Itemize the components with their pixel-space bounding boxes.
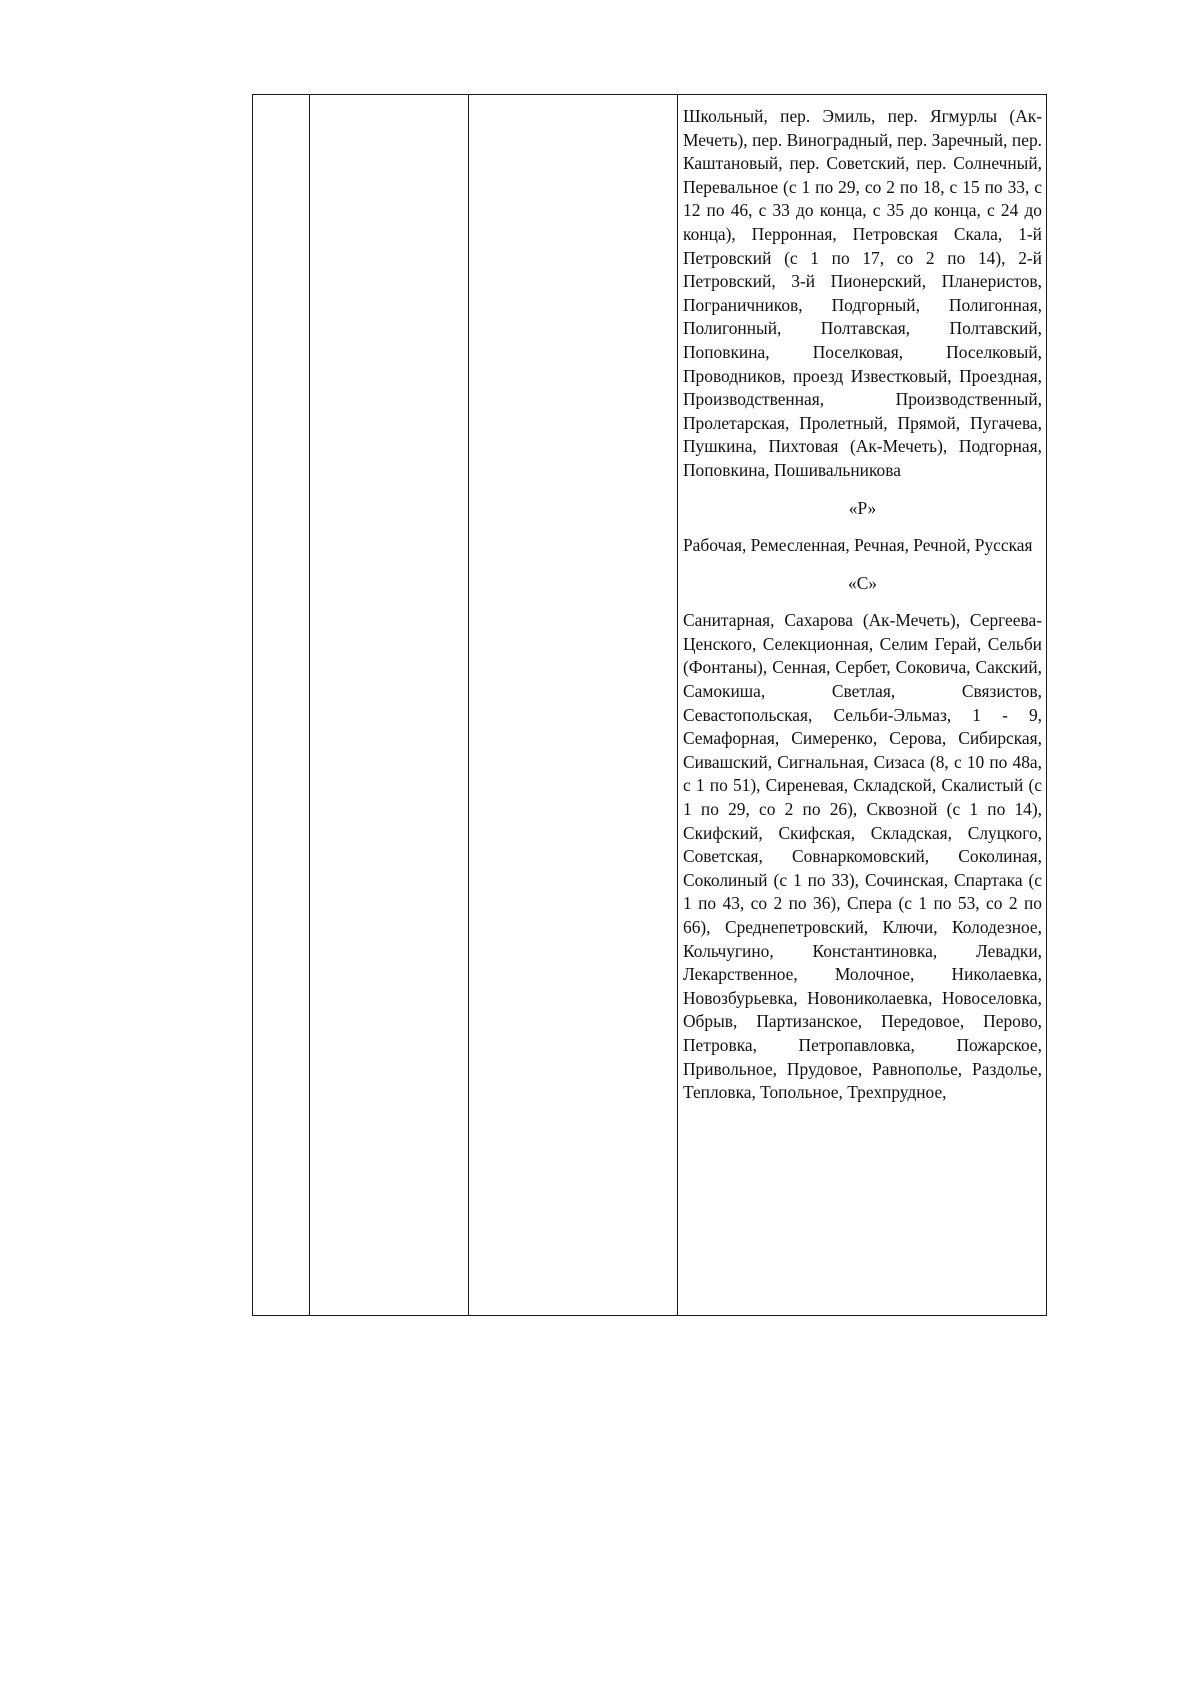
letter-heading-s: «С» (848, 572, 877, 593)
table-cell-number (253, 95, 310, 1316)
streets-paragraph-s: Санитарная, Сахарова (Ак-Мечеть), Сергеева-Ценского, Селекционная, Селим Герай, Сельби (Фонтаны), Сенная, Сербет, Соковича, Сакский, Самокиша, Светлая, Связистов, Севастопольская, Сельби-Эльмаз, 1 - 9, Семафорная, Симеренко, Серова, Сибирская, Сивашский, Сигнальная, Сизаса (8, с 10 по 48а, с 1 по 51), Сиреневая, Складской, Скалистый (с 1 по 29, со 2 по 26), Сквозной (с 1 по 14), Скифский, Скифская, Складская, Слуцкого, Советская, Совнаркомовский, Соколиная, Соколиный (с 1 по 33), Сочинская, Спартака (с 1 по 43, со 2 по 36), Спера (с 1 по 53, со 2 по 66), Среднепетровский, Ключи, Колодезное, Кольчугино, Константиновка, Левадки, Лекарственное, Молочное, Николаевка, Новозбурьевка, Новониколаевка, Новоселовка, Обрыв, Партизанское, Передовое, Перово, Петровка, Петропавловка, Пожарское, Привольное, Прудовое, Равнополье, Раздолье, Тепловка, Топольное, Трехпрудное, (683, 610, 1042, 1103)
table-cell-streets (678, 95, 1047, 1316)
streets-text (678, 95, 1046, 1315)
table-cell-address (469, 95, 678, 1316)
table-cell-name (310, 95, 469, 1316)
streets-paragraph-p: Школьный, пер. Эмиль, пер. Ягмурлы (Ак-Мечеть), пер. Виноградный, пер. Заречный, пер. Каштановый, пер. Советский, пер. Солнечный, Перевальное (с 1 по 29, со 2 по 18, с 15 по 33, с 12 по 46, с 33 до конца, с 35 до конца, с 24 до конца), Перронная, Петровская Скала, 1-й Петровский (с 1 по 17, со 2 по 14), 2-й Петровский, 3-й Пионерский, Планеристов, Пограничников, Подгорный, Полигонная, Полигонный, Полтавская, Полтавский, Поповкина, Поселковая, Поселковый, Проводников, проезд Известковый, Проездная, Производственная, Производственный, Пролетарская, Пролетный, Прямой, Пугачева, Пушкина, Пихтовая (Ак-Мечеть), Подгорная, Поповкина, Пошивальникова (683, 106, 1042, 480)
streets-paragraph-r: Рабочая, Ремесленная, Речная, Речной, Русская (683, 535, 1033, 556)
letter-heading-r: «Р» (848, 497, 877, 518)
table-row (253, 95, 1047, 1316)
streets-table (252, 94, 1047, 1316)
